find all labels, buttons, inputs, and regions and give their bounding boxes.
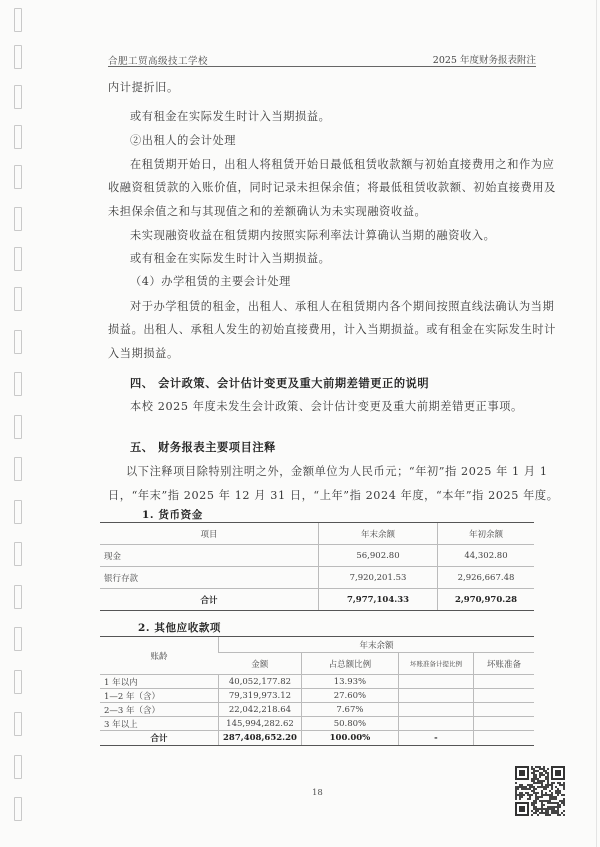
binding-hole-icon: [14, 585, 22, 609]
header-cell: 坏账准备: [473, 653, 534, 675]
qr-code-icon: [515, 766, 565, 816]
table-1-title: 1. 货币资金: [142, 509, 203, 521]
cell: [398, 717, 473, 731]
cell: 287,408,652.20: [219, 731, 302, 746]
page-edge: [596, 0, 597, 847]
cell: 现金: [100, 545, 319, 567]
paragraph-line: 或有租金在实际发生时计入当期损益。: [130, 110, 331, 123]
header-cell: 年初余额: [438, 523, 535, 545]
paragraph-line: 内计提折旧。: [108, 81, 179, 94]
table-total-row: [100, 589, 534, 611]
header-cell: 金额: [219, 653, 302, 675]
paragraph-line: 或有租金在实际发生时计入当期损益。: [130, 252, 331, 265]
paragraph-line: 入当期损益。: [108, 347, 179, 360]
cell: 3 年以上: [100, 717, 219, 731]
section-5-body-line2: 日，“年末”指 2025 年 12 月 31 日，“上年”指 2024 年度，“本年”指 2025 年度。: [108, 489, 559, 502]
binding-hole-icon: [14, 330, 22, 354]
binding-hole-icon: [14, 797, 22, 821]
cell: [398, 689, 473, 703]
header-cell: 坏账准备计提比例: [398, 653, 473, 675]
cell: 13.93%: [301, 675, 398, 689]
cell: [473, 675, 534, 689]
cell: 合计: [100, 731, 219, 746]
cell: [473, 731, 534, 746]
binding-hole-icon: [14, 712, 22, 736]
header-cell: 项目: [100, 523, 319, 545]
cell: -: [398, 731, 473, 746]
paragraph-line: 损益。出租人、承租人发生的初始直接费用，计入当期损益。或有租金在实际发生时计: [108, 323, 556, 336]
cell: 40,052,177.82: [219, 675, 302, 689]
binding-hole-icon: [14, 207, 22, 231]
binding-hole-icon: [14, 247, 22, 271]
cell: 银行存款: [100, 567, 319, 589]
header-cell: 占总额比例: [301, 653, 398, 675]
cell: [473, 717, 534, 731]
cell: 145,994,282.62: [219, 717, 302, 731]
cell: [473, 689, 534, 703]
cell: 2,926,667.48: [438, 567, 535, 589]
paragraph-line: 在租赁期开始日，出租人将租赁开始日最低租赁收款额与初始直接费用之和作为应: [130, 158, 555, 171]
cell: 1—2 年（含）: [100, 689, 219, 703]
cell: 2—3 年（含）: [100, 703, 219, 717]
table-row: [100, 567, 534, 589]
binding-hole-icon: [14, 125, 22, 149]
cell: 100.00%: [301, 731, 398, 746]
table-2-title: 2. 其他应收款项: [138, 622, 222, 634]
receivables-table: [100, 636, 534, 746]
section-4-body: 本校 2025 年度未发生会计政策、会计估计变更及重大前期差错更正事项。: [130, 400, 523, 413]
table-header-row: [100, 523, 534, 545]
cell: 合计: [100, 589, 319, 611]
binding-hole-icon: [14, 85, 22, 109]
table-row: [100, 675, 534, 689]
binding-hole-icon: [14, 165, 22, 189]
cell: 7.67%: [301, 703, 398, 717]
cash-table: [100, 522, 534, 611]
binding-hole-icon: [14, 287, 22, 311]
cell: [473, 703, 534, 717]
page-header: [108, 49, 536, 67]
table-row: [100, 703, 534, 717]
report-title: 2025 年度财务报表附注: [432, 55, 536, 66]
paragraph-line: 未担保余值之和与其现值之和的差额确认为未实现融资收益。: [108, 205, 427, 218]
cell: 1 年以内: [100, 675, 219, 689]
binding-hole-icon: [14, 8, 22, 32]
binding-hole-icon: [14, 627, 22, 651]
table-row: [100, 689, 534, 703]
school-name: 合肥工贸高级技工学校: [108, 56, 209, 67]
cell: 7,920,201.53: [319, 567, 438, 589]
header-cell: 账龄: [100, 637, 219, 675]
section-5-heading: 五、 财务报表主要项目注释: [130, 440, 276, 454]
binding-hole-icon: [14, 542, 22, 566]
table-header-row: [100, 637, 534, 653]
header-cell: 年末余额: [219, 637, 535, 653]
paragraph-line: ②出租人的会计处理: [130, 134, 237, 147]
section-5-body-line1: 以下注释项目除特别注明之外，金额单位为人民币元；“年初”指 2025 年 1 月 1: [126, 465, 548, 478]
cell: [398, 703, 473, 717]
cell: 79,319,973.12: [219, 689, 302, 703]
cell: 50.80%: [301, 717, 398, 731]
cell: [398, 675, 473, 689]
binding-hole-icon: [14, 45, 22, 69]
binding-hole-icon: [14, 500, 22, 524]
section-4-heading: 四、 会计政策、会计估计变更及重大前期差错更正的说明: [130, 376, 430, 390]
binding-hole-icon: [14, 415, 22, 439]
cell: 22,042,218.64: [219, 703, 302, 717]
cell: 7,977,104.33: [319, 589, 438, 611]
cell: 56,902.80: [319, 545, 438, 567]
paragraph-line: 未实现融资收益在租赁期内按照实际利率法计算确认当期的融资收入。: [130, 229, 496, 242]
binding-hole-icon: [14, 755, 22, 779]
binding-hole-icon: [14, 670, 22, 694]
table-row: [100, 717, 534, 731]
paragraph-line: 对于办学租赁的租金，出租人、承租人在租赁期内各个期间按照直线法确认为当期: [130, 300, 555, 313]
header-cell: 年末余额: [319, 523, 438, 545]
cell: 27.60%: [301, 689, 398, 703]
paragraph-line: 收融资租赁款的入账价值，同时记录未担保余值；将最低租赁收款额、初始直接费用及: [108, 181, 556, 194]
paragraph-line: （4）办学租赁的主要会计处理: [130, 275, 291, 288]
binding-hole-icon: [14, 372, 22, 396]
table-row: [100, 545, 534, 567]
cell: 2,970,970.28: [438, 589, 535, 611]
page-number: 18: [312, 788, 323, 798]
cell: 44,302.80: [438, 545, 535, 567]
binding-hole-icon: [14, 457, 22, 481]
table-total-row: [100, 731, 534, 746]
